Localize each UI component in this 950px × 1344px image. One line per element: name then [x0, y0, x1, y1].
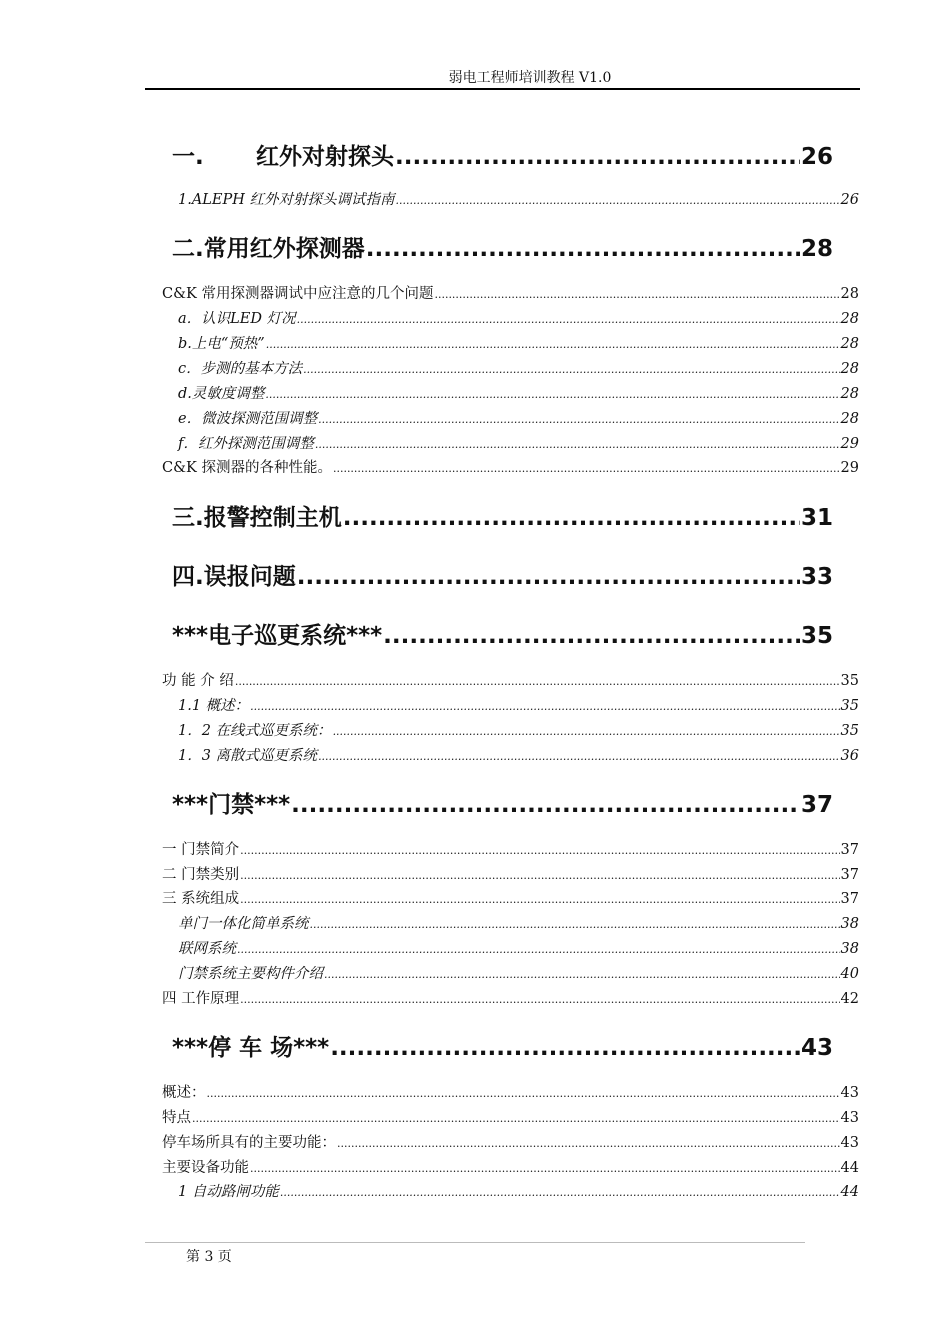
dot-leader	[192, 1112, 840, 1125]
toc-entry[interactable]	[178, 332, 859, 353]
dot-leader	[250, 700, 839, 713]
entry-title: 1．3 离散式巡更系统	[178, 748, 318, 764]
dot-leader	[315, 438, 840, 451]
entry-title: 1.1 概述：	[178, 698, 250, 714]
page-number: 36	[840, 748, 859, 764]
header-rule	[145, 88, 860, 90]
toc-entry[interactable]	[162, 987, 859, 1008]
entry-title: 一 门禁简介	[162, 842, 240, 858]
entry-title: a．认识LED 灯况	[178, 311, 296, 327]
toc-entry[interactable]	[162, 669, 859, 690]
page-number: 29	[840, 436, 859, 452]
dot-leader	[324, 968, 840, 981]
toc-entry[interactable]	[178, 744, 859, 765]
dot-leader	[330, 1035, 800, 1061]
dot-leader	[240, 844, 839, 857]
toc-entry[interactable]	[178, 357, 859, 378]
page-number: 38	[840, 941, 859, 957]
toc-entry[interactable]	[178, 307, 859, 328]
toc-entry[interactable]	[162, 456, 859, 477]
toc-entry[interactable]	[162, 887, 859, 908]
page-number: 43	[800, 1035, 833, 1061]
page-number: 29	[840, 460, 859, 476]
toc-entry[interactable]	[178, 382, 859, 403]
entry-title: 门禁系统主要构件介绍	[178, 966, 323, 982]
entry-title: c．步测的基本方法	[178, 361, 303, 377]
heading-number: 一.	[172, 144, 204, 170]
entry-title: e．微波探测范围调整	[178, 411, 318, 427]
page-number: 28	[840, 336, 859, 352]
entry-title: 1．2 在线式巡更系统：	[178, 723, 332, 739]
dot-leader	[291, 792, 800, 818]
page-number: 28	[800, 236, 833, 262]
dot-leader	[310, 918, 840, 931]
dot-leader	[250, 1162, 840, 1175]
dot-leader	[266, 338, 840, 351]
entry-title: b.上电“预热”	[178, 336, 265, 352]
heading-title: 三.报警控制主机	[172, 505, 342, 531]
dot-leader	[297, 564, 800, 590]
page-number: 26	[800, 144, 833, 170]
entry-title: 停车场所具有的主要功能：	[162, 1135, 336, 1151]
toc-entry[interactable]	[162, 1156, 859, 1177]
page-number: 35	[840, 698, 859, 714]
page-number: 28	[840, 361, 859, 377]
entry-title: 1 自动路闸功能	[178, 1184, 279, 1200]
dot-leader	[240, 869, 839, 882]
dot-leader	[396, 194, 840, 207]
page-number: 28	[840, 311, 859, 327]
heading-title: ***门禁***	[172, 792, 291, 818]
entry-title: 三 系统组成	[162, 891, 240, 907]
page-number: 28	[840, 386, 859, 402]
page-number: 44	[840, 1184, 859, 1200]
toc-heading-infrared-beam[interactable]	[172, 138, 833, 171]
dot-leader	[303, 363, 839, 376]
dot-leader	[343, 505, 800, 531]
page-number: 37	[800, 792, 833, 818]
footer-page-label: 第 3 页	[186, 1249, 232, 1265]
dot-leader	[240, 993, 839, 1006]
toc-entry[interactable]	[162, 282, 859, 303]
page-number: 37	[840, 867, 859, 883]
heading-title: 红外对射探头	[256, 144, 394, 170]
page-number: 37	[840, 842, 859, 858]
heading-title: 四.误报问题	[172, 564, 296, 590]
page-number: 42	[840, 991, 859, 1007]
toc-entry[interactable]	[178, 432, 859, 453]
entry-title: 四 工作原理	[162, 991, 240, 1007]
entry-title: C&K 探测器的各种性能。	[162, 460, 332, 476]
toc-heading-patrol-system[interactable]	[172, 617, 833, 650]
toc-heading-parking[interactable]	[172, 1029, 833, 1062]
toc-entry[interactable]	[162, 1106, 859, 1127]
dot-leader	[366, 236, 800, 262]
dot-leader	[395, 144, 800, 170]
toc-entry[interactable]	[178, 188, 859, 209]
toc-heading-infrared-detectors[interactable]	[172, 230, 833, 263]
heading-title: ***停 车 场***	[172, 1035, 330, 1061]
dot-leader	[280, 1186, 840, 1199]
entry-title: d.灵敏度调整	[178, 386, 265, 402]
toc-entry[interactable]	[162, 1131, 859, 1152]
dot-leader	[337, 1137, 840, 1150]
toc-entry[interactable]	[178, 962, 859, 983]
toc-entry[interactable]	[162, 863, 859, 884]
dot-leader	[318, 750, 839, 763]
entry-title: f．红外探测范围调整	[178, 436, 314, 452]
page-number: 38	[840, 916, 859, 932]
page-number: 35	[800, 623, 833, 649]
toc-entry[interactable]	[178, 1180, 859, 1201]
dot-leader	[207, 1087, 840, 1100]
toc-heading-alarm-host[interactable]	[172, 499, 833, 532]
entry-title: 功 能 介 绍	[162, 673, 234, 689]
entry-title: 联网系统	[178, 941, 236, 957]
running-header: 弱电工程师培训教程 V1.0	[448, 70, 612, 86]
entry-title: 单门一体化简单系统	[178, 916, 309, 932]
entry-title: 概述：	[162, 1085, 206, 1101]
toc-entry[interactable]	[178, 912, 859, 933]
page-number: 28	[840, 411, 859, 427]
page-number: 35	[840, 673, 859, 689]
entry-title: 特点	[162, 1110, 191, 1126]
dot-leader	[434, 288, 839, 301]
dot-leader	[240, 893, 839, 906]
toc-heading-false-alarms[interactable]	[172, 558, 833, 591]
page-number: 43	[840, 1135, 859, 1151]
toc-entry[interactable]	[178, 937, 859, 958]
page-number: 44	[840, 1160, 859, 1176]
toc-entry[interactable]	[178, 694, 859, 715]
entry-title: 1.ALEPH 红外对射探头调试指南	[178, 192, 395, 208]
dot-leader	[333, 725, 840, 738]
page-number: 43	[840, 1085, 859, 1101]
toc-entry[interactable]	[162, 1081, 859, 1102]
dot-leader	[265, 388, 839, 401]
page-number: 26	[840, 192, 859, 208]
dot-leader	[297, 313, 840, 326]
page-number: 40	[840, 966, 859, 982]
dot-leader	[318, 413, 839, 426]
toc-entry[interactable]	[162, 838, 859, 859]
page-number: 31	[800, 505, 833, 531]
toc-entry[interactable]	[178, 407, 859, 428]
dot-leader	[383, 623, 800, 649]
heading-title: ***电子巡更系统***	[172, 623, 383, 649]
entry-title: 主要设备功能	[162, 1160, 249, 1176]
footer-rule	[145, 1242, 805, 1243]
page-number: 43	[840, 1110, 859, 1126]
entry-title: C&K 常用探测器调试中应注意的几个问题	[162, 286, 434, 302]
dot-leader	[235, 675, 840, 688]
entry-title: 二 门禁类别	[162, 867, 240, 883]
toc-entry[interactable]	[178, 719, 859, 740]
dot-leader	[237, 943, 840, 956]
heading-title: 二.常用红外探测器	[172, 236, 365, 262]
page-number: 37	[840, 891, 859, 907]
page-number: 33	[800, 564, 833, 590]
page-number: 28	[840, 286, 859, 302]
toc-heading-access-control[interactable]	[172, 786, 833, 819]
page-number: 35	[840, 723, 859, 739]
dot-leader	[333, 462, 840, 475]
